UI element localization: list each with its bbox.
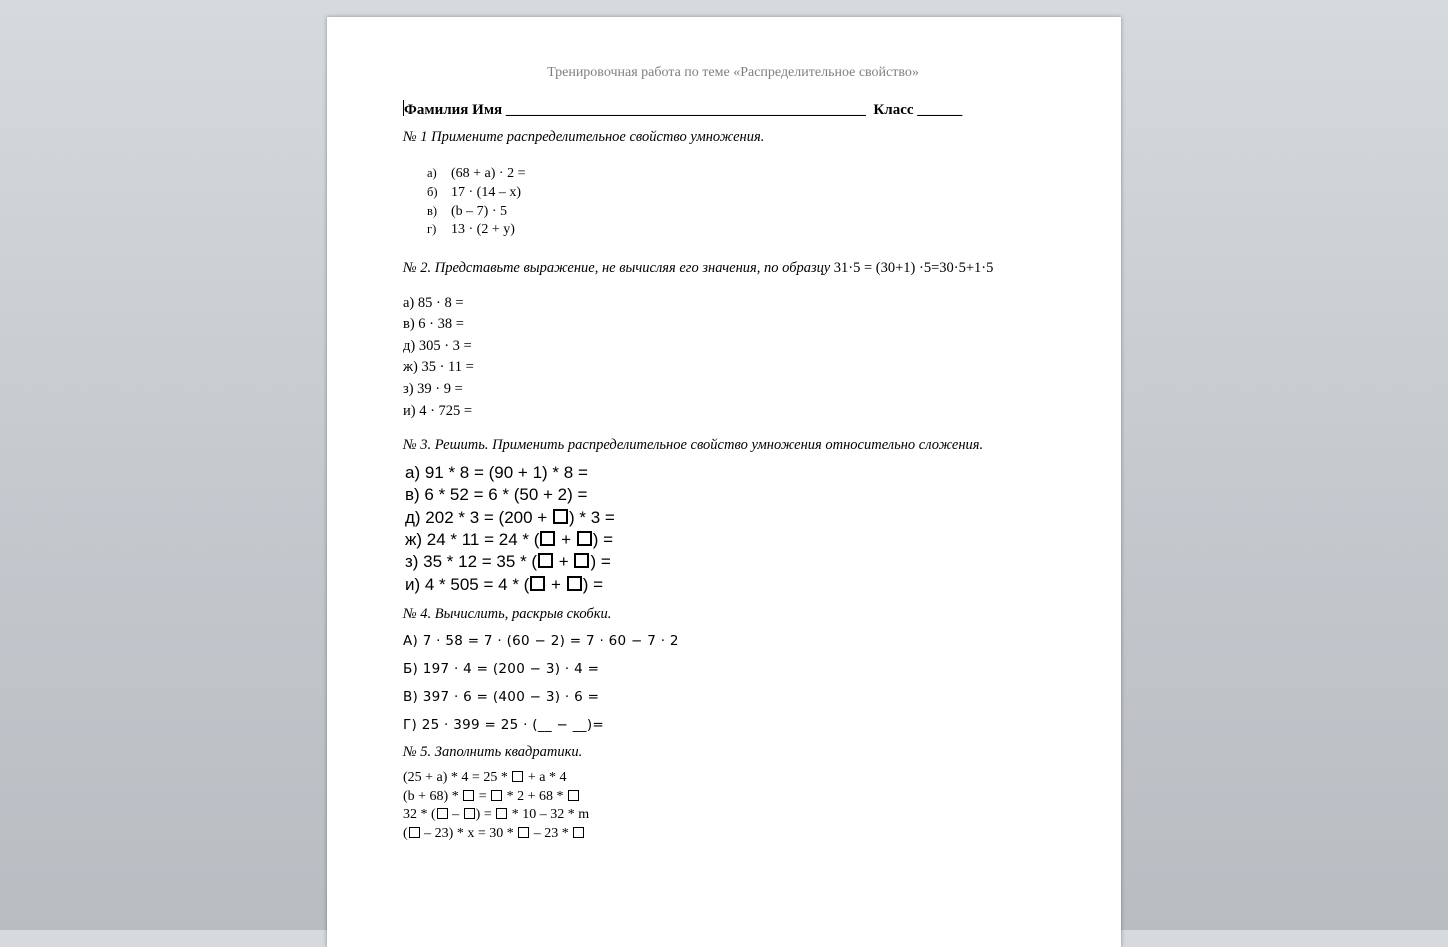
- name-label: Фамилия Имя: [404, 102, 503, 118]
- blank-square-icon: [518, 827, 529, 838]
- expr-part: – 23 *: [530, 826, 573, 841]
- blank-square-icon: [540, 531, 555, 546]
- item-expr: 17 · (14 – х): [451, 185, 521, 200]
- task3-heading: № 3. Решить. Применить распределительное свойство умножения относительно сложения.: [403, 437, 984, 453]
- blank-square-icon: [538, 553, 553, 568]
- item-label: б): [427, 185, 438, 199]
- blank-square-icon: [530, 576, 545, 591]
- expr-part: ) =: [592, 530, 614, 549]
- expr-part: ) * 3 =: [568, 508, 615, 527]
- task4-item: А) 7 · 58 = 7 · (60 − 2) = 7 · 60 − 7 · 2: [403, 633, 679, 649]
- expr-part: а) 91 * 8 = (90 + 1) * 8 =: [405, 463, 588, 482]
- task2-heading-text: № 2. Представьте выражение, не вычисляя его значения, по образцу: [403, 260, 831, 276]
- blank-square-icon: [463, 790, 474, 801]
- task1-heading: № 1 Примените распределительное свойство умножения.: [403, 129, 765, 145]
- expr-part: +: [546, 575, 566, 594]
- task3-item: [405, 575, 603, 595]
- expr-part: ) =: [475, 807, 496, 822]
- task2-item: а) 85 · 8 =: [403, 295, 464, 311]
- expr-part: +: [556, 530, 576, 549]
- task5-line: [403, 770, 566, 786]
- item-label: г): [427, 222, 437, 236]
- task3-item: [405, 463, 588, 483]
- task3-item: [405, 530, 613, 550]
- expr-part: + a * 4: [524, 770, 567, 785]
- expr-part: * 10 – 32 * m: [508, 807, 590, 822]
- task3-item: [405, 552, 611, 572]
- task3-item: [405, 508, 615, 528]
- class-blank: ______: [917, 102, 963, 118]
- expr-part: д) 202 * 3 = (200 +: [405, 508, 552, 527]
- task2-example: 31·5 = (30+1) ·5=30·5+1·5: [833, 260, 994, 276]
- task2-item: з) 39 · 9 =: [403, 381, 463, 397]
- expr-part: =: [475, 789, 491, 804]
- task2-item: д) 305 · 3 =: [403, 338, 472, 354]
- expr-part: (: [403, 826, 408, 841]
- task1-item: [427, 222, 515, 238]
- task4-heading: № 4. Вычислить, раскрыв скобки.: [403, 606, 612, 622]
- item-label: в): [427, 204, 438, 218]
- expr-part: (b + 68) *: [403, 789, 463, 804]
- header-line: [403, 100, 962, 119]
- task4-item: Б) 197 · 4 = (200 − 3) · 4 =: [403, 661, 600, 677]
- blank-square-icon: [491, 790, 502, 801]
- expr-part: – 23) * x = 30 *: [420, 826, 518, 841]
- task2-item: ж) 35 · 11 =: [403, 359, 474, 375]
- task5-heading: № 5. Заполнить квадратики.: [403, 744, 583, 760]
- expr-part: * 2 + 68 *: [503, 789, 568, 804]
- task5-line: [403, 826, 585, 842]
- blank-square-icon: [496, 808, 507, 819]
- task5-line: [403, 807, 589, 823]
- task2-item: в) 6 · 38 =: [403, 316, 464, 332]
- expr-part: ) =: [590, 552, 611, 571]
- expr-part: 32 * (: [403, 807, 436, 822]
- task2-heading: [403, 260, 993, 277]
- expr-part: в) 6 * 52 = 6 * (50 + 2) =: [405, 485, 588, 504]
- blank-square-icon: [577, 531, 592, 546]
- blank-square-icon: [567, 576, 582, 591]
- class-label: Класс: [873, 102, 914, 118]
- expr-part: –: [448, 807, 463, 822]
- item-expr: (b – 7) · 5: [451, 204, 507, 219]
- task1-item: [427, 185, 521, 201]
- name-blank: ________________________________________________: [505, 102, 866, 118]
- item-expr: 13 · (2 + у): [451, 222, 515, 237]
- document-page[interactable]: [327, 17, 1121, 947]
- blank-square-icon: [553, 509, 568, 524]
- task4-item: В) 397 · 6 = (400 − 3) · 6 =: [403, 689, 600, 705]
- task5-line: [403, 789, 580, 805]
- task2-item: и) 4 · 725 =: [403, 403, 473, 419]
- expr-part: (25 + a) * 4 = 25 *: [403, 770, 512, 785]
- blank-square-icon: [574, 553, 589, 568]
- expr-part: ) =: [582, 575, 603, 594]
- expr-part: +: [554, 552, 574, 571]
- blank-square-icon: [437, 808, 448, 819]
- blank-square-icon: [409, 827, 420, 838]
- blank-square-icon: [568, 790, 579, 801]
- item-label: а): [427, 166, 437, 180]
- blank-square-icon: [573, 827, 584, 838]
- blank-square-icon: [464, 808, 475, 819]
- page-title: Тренировочная работа по теме «Распределительное свойство»: [547, 65, 919, 80]
- expr-part: и) 4 * 505 = 4 * (: [405, 575, 530, 594]
- item-expr: (68 + а) · 2 =: [451, 166, 526, 181]
- task4-item: Г) 25 · 399 = 25 · (__ − __)=: [403, 717, 604, 733]
- blank-square-icon: [512, 771, 523, 782]
- task1-item: [427, 166, 526, 182]
- expr-part: ж) 24 * 11 = 24 * (: [405, 530, 540, 549]
- task3-item: [405, 485, 587, 505]
- expr-part: з) 35 * 12 = 35 * (: [405, 552, 538, 571]
- task1-item: [427, 204, 507, 220]
